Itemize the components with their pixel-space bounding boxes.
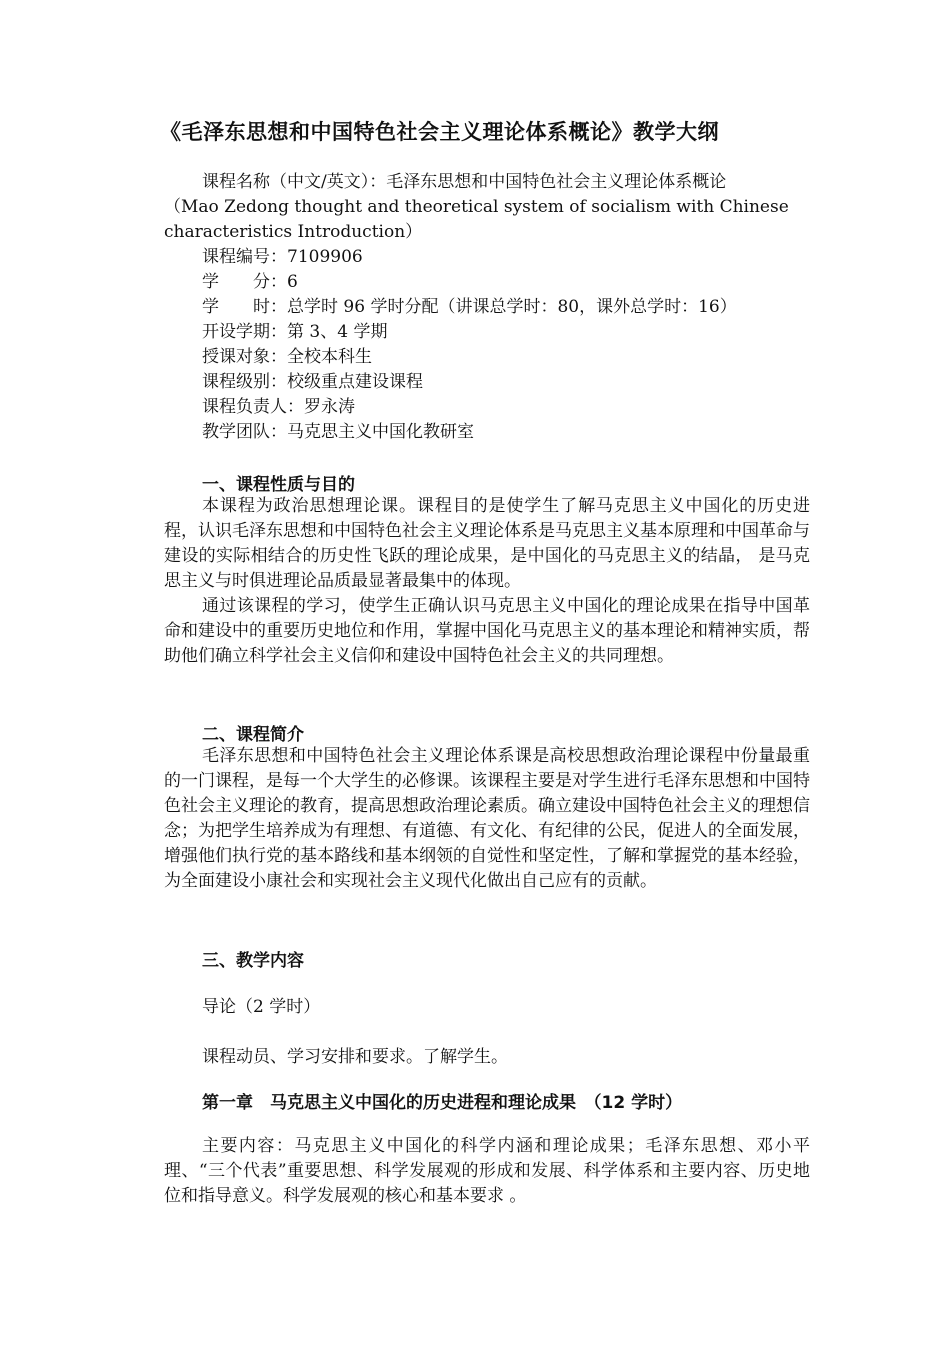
course-name-english-line1: （Mao Zedong thought and theoretical system of socialism with Chinese [164,197,789,217]
chapter1-content: 主要内容：马克思主义中国化的科学内涵和理论成果；毛泽东思想、邓小平理、“三个代表”重要思想、科学发展观的形成和发展、科学体系和主要内容、历史地位和指导意义。科学发展观的核心和基本要求 。 [164,1136,810,1206]
intro-title: 导论（2 学时） [202,997,321,1017]
section1-paragraph2: 通过该课程的学习，使学生正确认识马克思主义中国化的理论成果在指导中国革命和建设中的重要历史地位和作用，掌握中国化马克思主义的基本理论和精神实质，帮助他们确立科学社会主义信仰和建设中国特色社会主义的共同理想。 [164,596,810,666]
document-title: 《毛泽东思想和中国特色社会主义理论体系概论》教学大纲 [160,120,719,144]
course-name-line: 课程名称（中文/英文）：毛泽东思想和中国特色社会主义理论体系概论 [202,172,727,192]
section3-heading: 三、教学内容 [202,951,304,971]
course-code: 课程编号：7109906 [202,247,363,267]
chapter1-body [164,1134,810,1209]
course-hours: 学 时：总学时 96 学时分配（讲课总学时：80，课外总学时：16） [202,297,737,317]
intro-text: 课程动员、学习安排和要求。了解学生。 [202,1047,508,1067]
section1-paragraph1: 本课程为政治思想理论课。课程目的是使学生了解马克思主义中国化的历史进程，认识毛泽东思想和中国特色社会主义理论体系是马克思主义基本原理和中国革命与建设的实际相结合的历史性飞跃的理论成果，是中国化的马克思主义的结晶， 是马克思主义与时俱进理论品质最显著最集中的体现。 [164,496,810,591]
course-name-english-line2: characteristics Introduction） [164,222,423,242]
section2-body [164,744,810,894]
chapter1-heading: 第一章 马克思主义中国化的历史进程和理论成果 （12 学时） [202,1093,683,1113]
course-term: 开设学期：第 3、4 学期 [202,322,388,342]
course-level: 课程级别：校级重点建设课程 [202,372,423,392]
section1-heading: 一、课程性质与目的 [202,475,355,495]
section2-paragraph1: 毛泽东思想和中国特色社会主义理论体系课是高校思想政治理论课程中份量最重的一门课程，是每一个大学生的必修课。该课程主要是对学生进行毛泽东思想和中国特色社会主义理论的教育，提高思想政治理论素质。确立建设中国特色社会主义的理想信念；为把学生培养成为有理想、有道德、有文化、有纪律的公民，促进人的全面发展，增强他们执行党的基本路线和基本纲领的自觉性和坚定性，了解和掌握党的基本经验，为全面建设小康社会和实现社会主义现代化做出自己应有的贡献。 [164,746,810,891]
course-info [164,170,810,445]
course-audience: 授课对象：全校本科生 [202,347,372,367]
course-credit: 学 分：6 [202,272,298,292]
section2-heading: 二、课程简介 [202,725,304,745]
section1-body [164,494,810,669]
teaching-team: 教学团队：马克思主义中国化教研室 [202,422,474,442]
course-leader: 课程负责人：罗永涛 [202,397,355,417]
